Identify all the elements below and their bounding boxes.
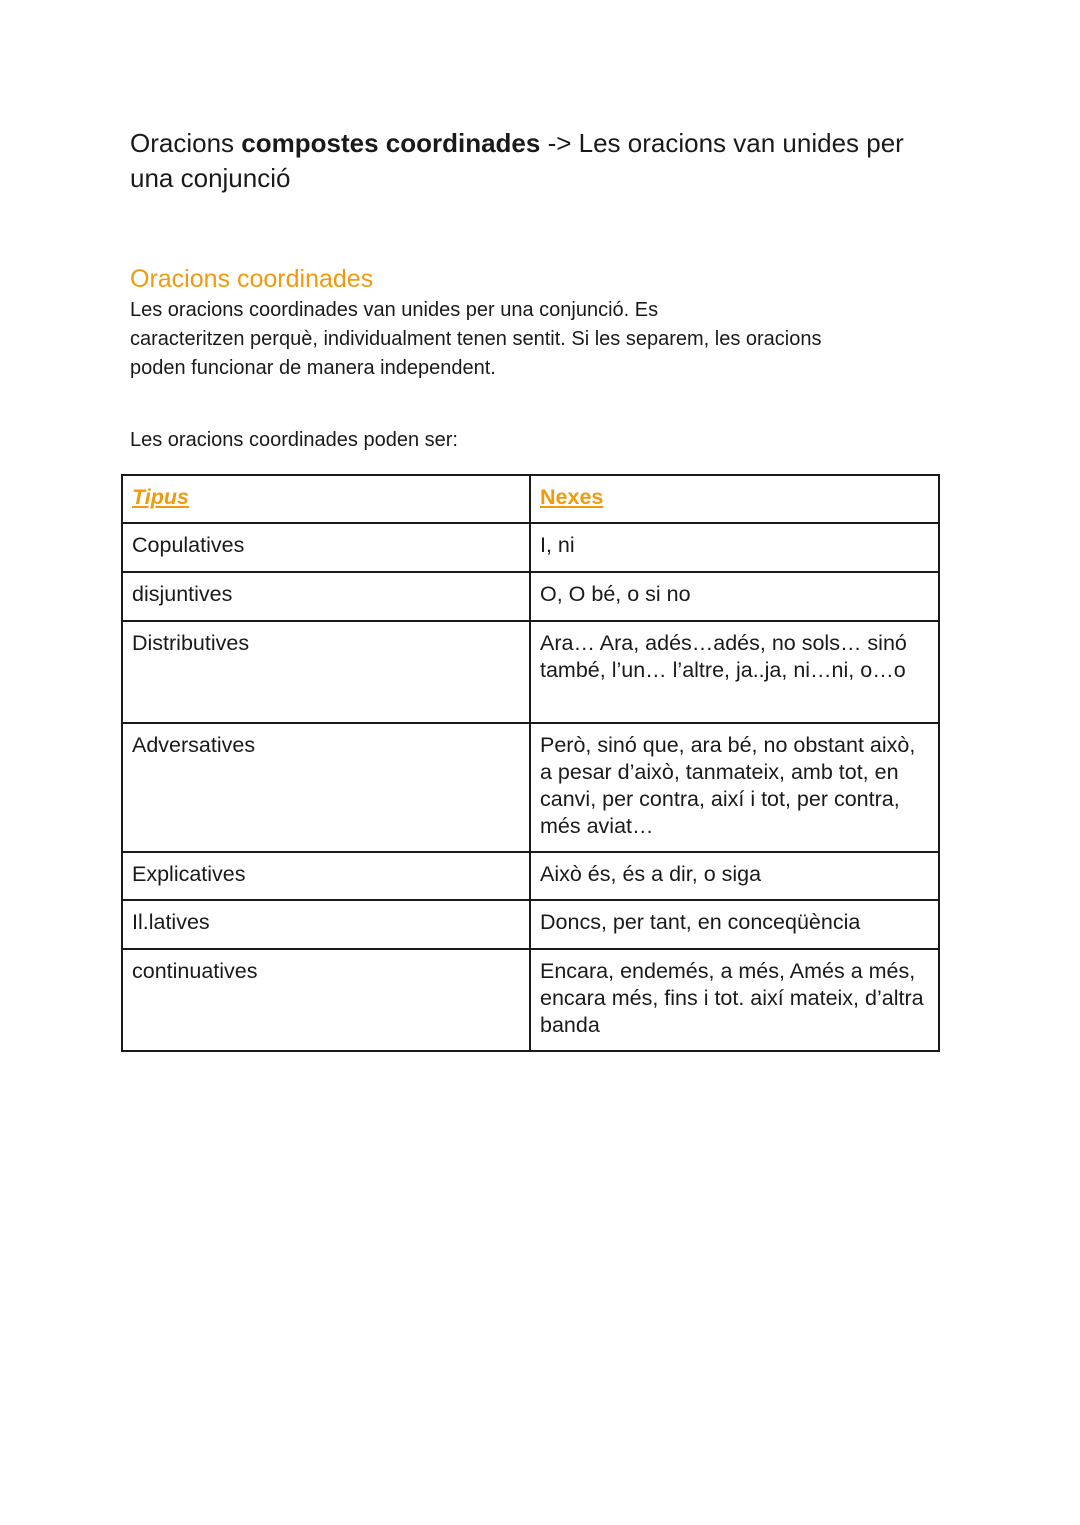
- cell-tipus: Il.latives: [122, 900, 530, 949]
- cell-nexes: Ara… Ara, adés…adés, no sols… sinó també, l’un… l’altre, ja..ja, ni…ni, o…o: [530, 621, 939, 723]
- table-header-row: [122, 475, 939, 523]
- cell-tipus: Explicatives: [122, 852, 530, 900]
- header-nexes: Nexes: [530, 475, 939, 523]
- cell-nexes: Això és, és a dir, o siga: [530, 852, 939, 900]
- cell-tipus: Distributives: [122, 621, 530, 723]
- title-bold: compostes coordinades: [241, 128, 541, 158]
- cell-nexes: O, O bé, o si no: [530, 572, 939, 621]
- cell-nexes: Però, sinó que, ara bé, no obstant això, a pesar d’això, tanmateix, amb tot, en canvi, per contra, així i tot, per contra, més aviat…: [530, 723, 939, 852]
- cell-tipus: Copulatives: [122, 523, 530, 572]
- table-row: [122, 900, 939, 949]
- title-prefix: Oracions: [130, 128, 242, 158]
- cell-nexes: Encara, endemés, a més, Amés a més, encara més, fins i tot. així mateix, d’altra banda: [530, 949, 939, 1051]
- header-tipus: Tipus: [122, 475, 530, 523]
- lead-text: Les oracions coordinades poden ser:: [130, 429, 458, 451]
- coordinades-table: [121, 474, 940, 1052]
- cell-nexes: I, ni: [530, 523, 939, 572]
- table-row: [122, 621, 939, 723]
- cell-tipus: Adversatives: [122, 723, 530, 852]
- intro-paragraph: [130, 296, 920, 383]
- intro-line: Les oracions coordinades van unides per una conjunció. Es: [130, 299, 659, 321]
- table-row: [122, 852, 939, 900]
- cell-tipus: continuatives: [122, 949, 530, 1051]
- table-row: [122, 723, 939, 852]
- table-row: [122, 523, 939, 572]
- title-suffix: -> Les oracions van unides per una conjunció: [130, 128, 904, 193]
- table-row: [122, 949, 939, 1051]
- page-title: [130, 126, 950, 196]
- cell-tipus: disjuntives: [122, 572, 530, 621]
- table-row: [122, 572, 939, 621]
- section-heading: Oracions coordinades: [130, 265, 374, 293]
- intro-line: caracteritzen perquè, individualment tenen sentit. Si les separem, les oracions: [130, 328, 822, 350]
- cell-nexes: Doncs, per tant, en conceqüència: [530, 900, 939, 949]
- intro-line: poden funcionar de manera independent.: [130, 357, 496, 379]
